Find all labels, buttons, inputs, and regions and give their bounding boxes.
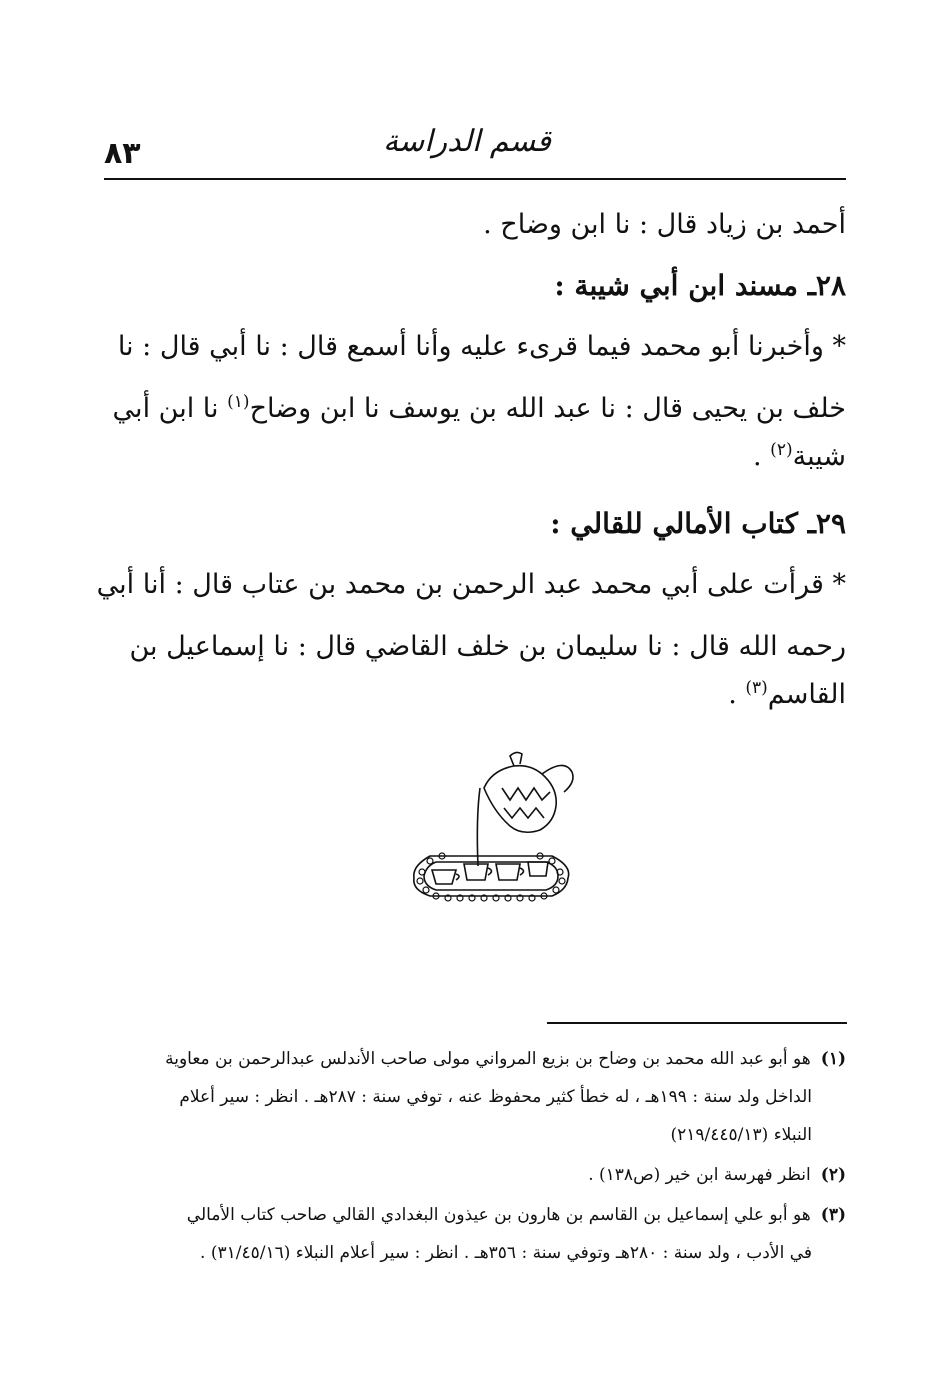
footnote-3	[104, 1196, 846, 1272]
running-header-title: قسم الدراسة	[383, 124, 551, 159]
footnote-2	[104, 1156, 846, 1194]
footnote-rule	[547, 1022, 847, 1024]
header-rule	[104, 178, 846, 180]
text-line: * وأخبرنا أبو محمد فيما قرىء عليه وأنا أسمع قال : نا أبي قال : نا	[117, 331, 846, 362]
text-span: .	[753, 441, 771, 472]
text-span: نا ابن أبي	[112, 393, 228, 424]
text-line: * قرأت على أبي محمد عبد الرحمن بن محمد بن عتاب قال : أنا أبي	[96, 569, 846, 600]
footnote-ref-2: (٢)	[770, 440, 793, 460]
text-line: أحمد بن زياد قال : نا ابن وضاح .	[483, 209, 846, 240]
footnote-number: (٣)	[820, 1205, 846, 1225]
text-span: شيبة	[792, 441, 846, 472]
text-line	[104, 440, 846, 474]
footnote-text: النبلاء (٢١٩/٤٤٥/١٣)	[670, 1125, 812, 1145]
footnote-text: في الأدب ، ولد سنة : ٢٨٠هـ وتوفي سنة : ٣٥٦هـ . انظر : سير أعلام النبلاء (٣١/٤٥/١٦) .	[200, 1243, 812, 1263]
text-line	[104, 678, 846, 712]
footnote-ref-3: (٣)	[745, 678, 768, 698]
footnote-text: انظر فهرسة ابن خير (ص١٣٨) .	[588, 1165, 811, 1185]
footnote-text: هو أبو علي إسماعيل بن القاسم بن هارون بن عيذون البغدادي القالي صاحب كتاب الأمالي	[186, 1205, 811, 1225]
text-span: .	[728, 679, 746, 710]
page-number: ٨٣	[104, 136, 141, 171]
footnote-1	[104, 1040, 846, 1154]
footnote-number: (١)	[820, 1049, 846, 1069]
footnote-number: (٢)	[820, 1165, 846, 1185]
coffee-pot-tray-ornament	[392, 748, 588, 908]
footnote-text: الداخل ولد سنة : ١٩٩هـ ، له خطأ كثير محفوظ عنه ، توفي سنة : ٢٨٧هـ . انظر : سير أعلام	[179, 1087, 812, 1107]
footnote-text: هو أبو عبد الله محمد بن وضاح بن بزيع المرواني مولى صاحب الأندلس عبدالرحمن بن معاوية	[165, 1049, 811, 1069]
text-line: رحمه الله قال : نا سليمان بن خلف القاضي قال : نا إسماعيل بن	[129, 631, 846, 662]
text-span: خلف بن يحيى قال : نا عبد الله بن يوسف نا ابن وضاح	[249, 393, 846, 424]
heading-28: ٢٨ـ مسند ابن أبي شيبة :	[554, 269, 846, 302]
footnotes	[104, 1040, 846, 1274]
main-text	[96, 194, 846, 712]
text-span: القاسم	[767, 679, 846, 710]
heading-29: ٢٩ـ كتاب الأمالي للقالي :	[550, 507, 846, 540]
footnote-ref-1: (١)	[227, 392, 250, 412]
text-line	[104, 378, 846, 440]
